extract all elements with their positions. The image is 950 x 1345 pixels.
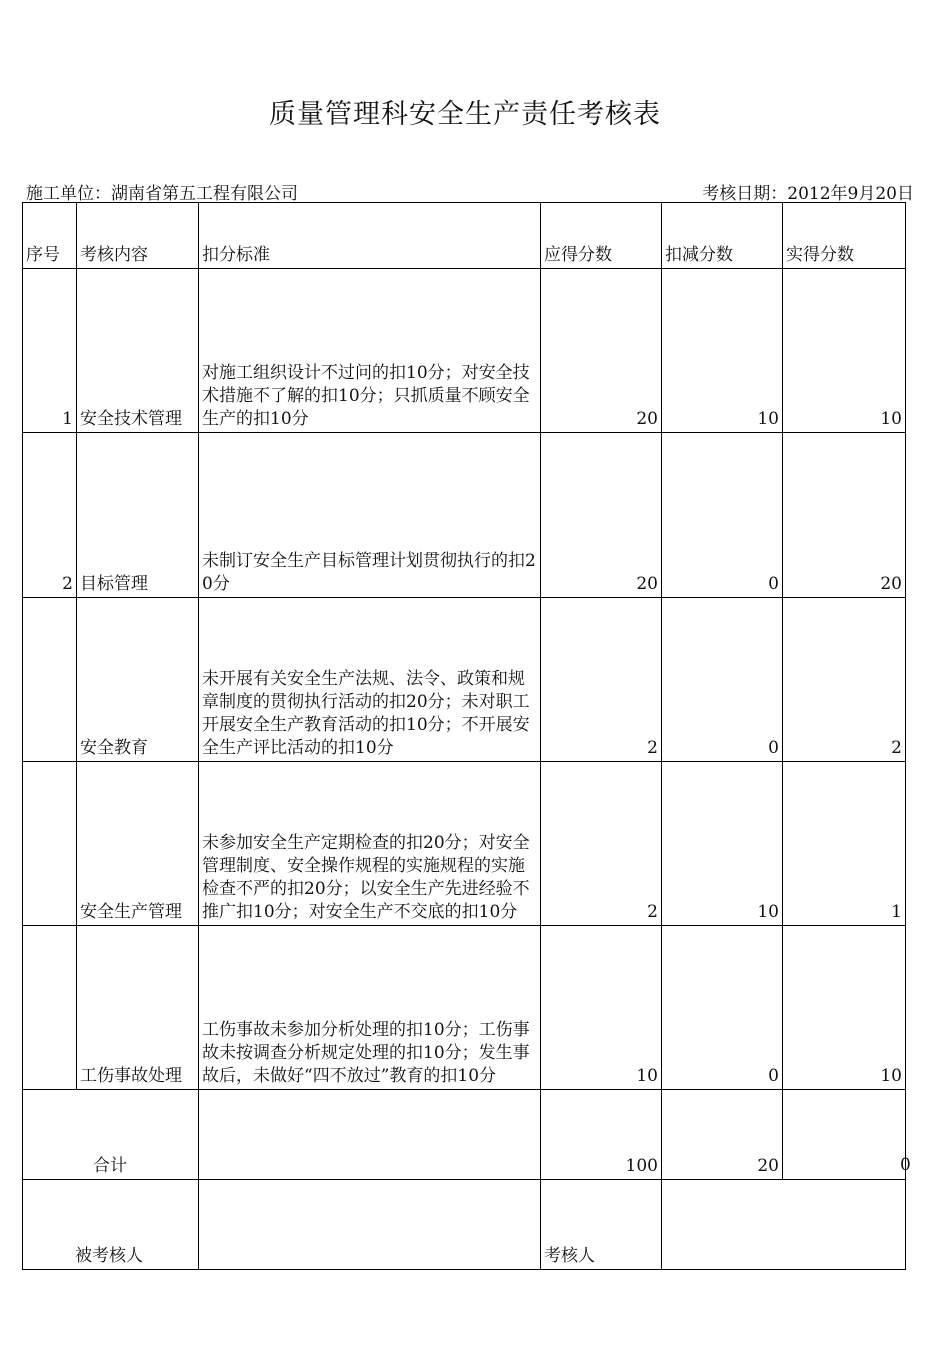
assessee-label: 被考核人: [23, 1180, 199, 1270]
row-should-score: 2: [541, 598, 662, 762]
total-should-score: 100: [541, 1090, 662, 1180]
header-should-score: 应得分数: [541, 203, 662, 269]
row-deduct-score: 0: [662, 433, 783, 598]
row-actual-score: 10: [783, 926, 906, 1090]
row-should-score: 2: [541, 762, 662, 926]
total-label: 合计: [23, 1090, 199, 1180]
row-should-score: 10: [541, 926, 662, 1090]
row-standard: 未开展有关安全生产法规、法令、政策和规章制度的贯彻执行活动的扣20分；未对职工开展安全生产教育活动的扣10分；不开展安全生产评比活动的扣10分: [199, 598, 541, 762]
total-row: [23, 1090, 906, 1180]
header-standard: 扣分标准: [199, 203, 541, 269]
row-actual-score: 10: [783, 269, 906, 433]
row-should-score: 20: [541, 269, 662, 433]
row-deduct-score: 0: [662, 598, 783, 762]
total-actual-cell: [783, 1090, 906, 1180]
table-row: [23, 269, 906, 433]
row-standard: 对施工组织设计不过问的扣10分；对安全技术措施不了解的扣10分；只抓质量不顾安全生产的扣10分: [199, 269, 541, 433]
row-actual-score: 20: [783, 433, 906, 598]
table-row: [23, 598, 906, 762]
header-row: [23, 203, 906, 269]
row-no: [23, 762, 77, 926]
header-no: 序号: [23, 203, 77, 269]
row-standard: 工伤事故未参加分析处理的扣10分；工伤事故未按调查分析规定处理的扣10分；发生事故后，未做好“四不放过”教育的扣10分: [199, 926, 541, 1090]
row-no: 1: [23, 269, 77, 433]
row-deduct-score: 10: [662, 269, 783, 433]
row-deduct-score: 10: [662, 762, 783, 926]
total-deduct-score: 20: [662, 1090, 783, 1180]
row-content: 工伤事故处理: [77, 926, 199, 1090]
row-content: 目标管理: [77, 433, 199, 598]
assessee-signature-field: [199, 1180, 541, 1270]
row-content: 安全技术管理: [77, 269, 199, 433]
total-standard: [199, 1090, 541, 1180]
header-actual-score: 实得分数: [783, 203, 906, 269]
table-row: [23, 926, 906, 1090]
total-actual-score: 0: [900, 1155, 911, 1175]
header-deduct-score: 扣减分数: [662, 203, 783, 269]
assessment-date: 考核日期：2012年9月20日: [702, 184, 914, 204]
row-actual-score: 2: [783, 598, 906, 762]
row-no: 2: [23, 433, 77, 598]
assessor-label: 考核人: [541, 1180, 662, 1270]
row-deduct-score: 0: [662, 926, 783, 1090]
row-no: [23, 926, 77, 1090]
construction-unit: 施工单位：湖南省第五工程有限公司: [26, 184, 298, 204]
table-row: [23, 433, 906, 598]
row-actual-score: 1: [783, 762, 906, 926]
row-standard: 未参加安全生产定期检查的扣20分；对安全管理制度、安全操作规程的实施规程的实施检查不严的扣20分；以安全生产先进经验不推广扣10分；对安全生产不交底的扣10分: [199, 762, 541, 926]
row-content: 安全生产管理: [77, 762, 199, 926]
page-title: 质量管理科安全生产责任考核表: [269, 99, 661, 130]
table-row: [23, 762, 906, 926]
assessor-signature-field: [662, 1180, 906, 1270]
row-no: [23, 598, 77, 762]
signature-row: [23, 1180, 906, 1270]
row-content: 安全教育: [77, 598, 199, 762]
row-should-score: 20: [541, 433, 662, 598]
row-standard: 未制订安全生产目标管理计划贯彻执行的扣20分: [199, 433, 541, 598]
assessment-table: [22, 202, 906, 1270]
header-content: 考核内容: [77, 203, 199, 269]
